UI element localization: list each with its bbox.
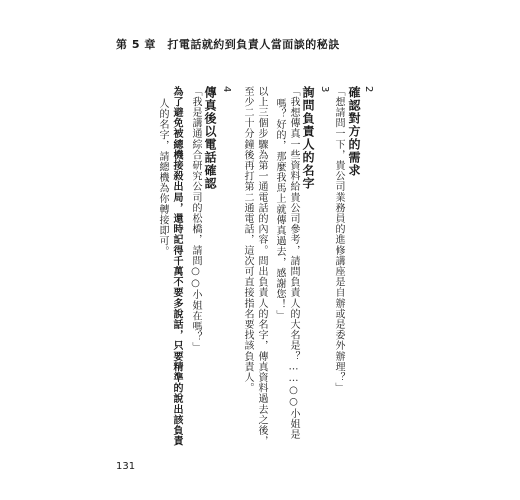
heading-ask-name: 詢問負責人的名字	[301, 86, 315, 190]
page-number: 131	[116, 461, 136, 472]
quote-call-back: 「我是講通綜合研究公司的松橋，請問○○小姐在嗎？」	[190, 86, 201, 353]
quote-fax-line-2: 嗎？好的，那麼我馬上就傳真過去，感謝您！」	[274, 98, 285, 321]
heading-fax-confirm: 傳真後以電話確認	[203, 86, 217, 190]
paragraph-line-2: 至少二十分鐘後再打第二通電話，這次可直接指名要找該負責人。	[242, 86, 253, 394]
step-number-4: 4	[221, 86, 232, 93]
chapter-header: 第 5 章 打電話就約到負責人當面談的秘訣	[116, 38, 340, 51]
tip-line-2: 人的名字，請總機為你轉接即可。	[157, 98, 168, 257]
paragraph-line-1: 以上三個步驟為第一通電話的內容。問出負責人的名字，傳真資料過去之後，	[256, 86, 267, 447]
step-number-2: 2	[363, 86, 374, 93]
quote-fax-line-1: 「我想傳真一些資料給貴公司參考，請問負責人的大名是？……○○小姐是	[288, 86, 299, 440]
step-number-3: 3	[319, 86, 330, 93]
quote-training-question: 「想請問一下，貴公司業務員的進修講座是自辦或是委外辦理？」	[333, 86, 344, 394]
tip-line-1: 為了避免被總機接殺出局，還時記得千萬不要多說話，只要精準的說出該負責	[171, 86, 182, 447]
heading-confirm-needs: 確認對方的需求	[347, 86, 361, 177]
